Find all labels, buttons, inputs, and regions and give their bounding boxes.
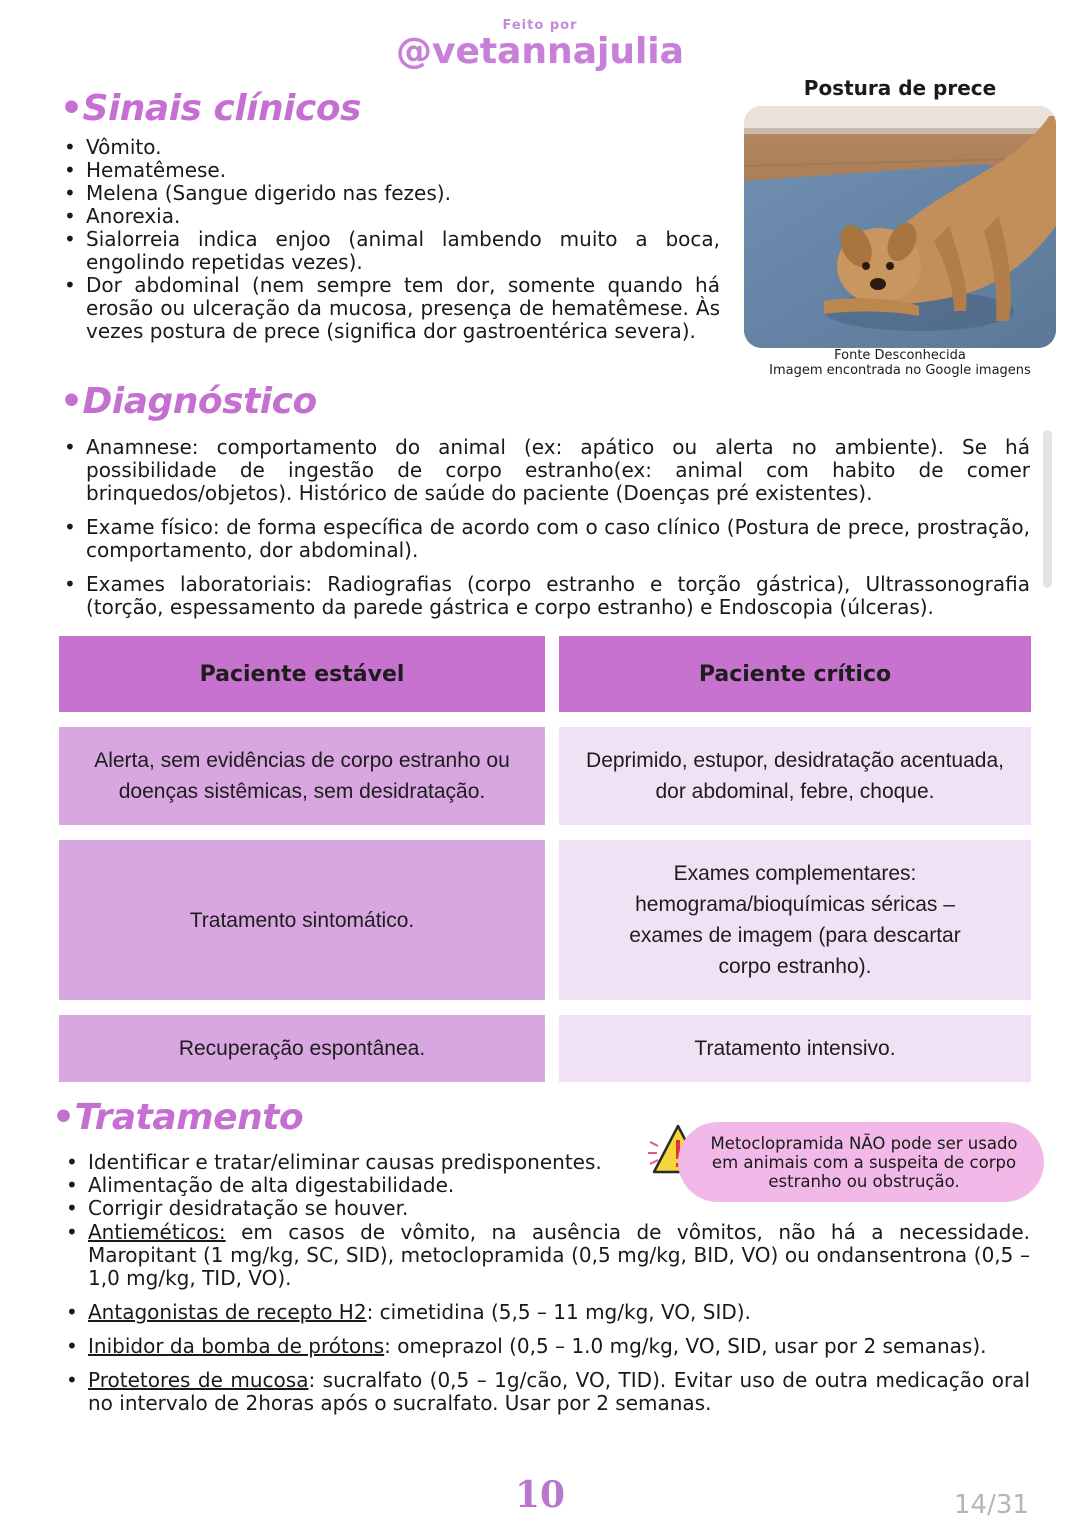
- drug-class-label: Antieméticos:: [88, 1220, 226, 1244]
- table-cell-critical: Exames complementares: hemograma/bioquímicas séricas – exames de imagem (para descartar corpo estranho).: [559, 840, 1031, 1000]
- page-header: [0, 18, 1080, 72]
- table-cell-stable: Tratamento sintomático.: [59, 840, 545, 1000]
- list-item: • Exame físico: de forma específica de acordo com o caso clínico (Postura de prece, prostração, comportamento, dor abdominal).: [60, 516, 1030, 562]
- drug-class-label: Inibidor da bomba de prótons: [88, 1334, 385, 1358]
- list-item: • Vômito.: [60, 136, 720, 159]
- list-item: • Exames laboratoriais: Radiografias (corpo estranho e torção gástrica), Ultrassonografia (torção, espessamento da parede gástrica e corpo estranho) e Endoscopia (úlceras).: [60, 573, 1030, 619]
- drug-class-text: : omeprazol (0,5 – 1.0 mg/kg, VO, SID, usar por 2 semanas).: [384, 1334, 987, 1358]
- scrollbar[interactable]: [1043, 430, 1052, 588]
- photo-caption: [744, 348, 1056, 378]
- page-count: 14/31: [954, 1490, 1029, 1518]
- drug-class-label: Antagonistas de recepto H2: [88, 1300, 367, 1324]
- list-item: [62, 1301, 1030, 1324]
- list-item: • Corrigir desidratação se houver.: [62, 1197, 662, 1220]
- drug-class-text: : sucralfato (0,5 – 1g/cão, VO, TID). Evitar uso de outra medicação oral no intervalo de 2horas após o sucralfato. Usar por 2 semanas.: [88, 1368, 1030, 1415]
- table-cell-critical: Deprimido, estupor, desidratação acentuada, dor abdominal, febre, choque.: [559, 727, 1031, 825]
- list-item: • Anorexia.: [60, 205, 720, 228]
- photo-source: Fonte Desconhecida: [834, 348, 966, 363]
- section-title-tratamento: •Tratamento: [52, 1097, 304, 1138]
- section-title-diagnostico: •Diagnóstico: [60, 381, 317, 422]
- metoclopramida-alert: Metoclopramida NÃO pode ser usado em animais com a suspeita de corpo estranho ou obstrução.: [678, 1122, 1044, 1202]
- list-item: • Alimentação de alta digestabilidade.: [62, 1174, 662, 1197]
- list-item: • Melena (Sangue digerido nas fezes).: [60, 182, 720, 205]
- list-item: [62, 1335, 1030, 1358]
- tratamento-drug-list: [62, 1221, 1030, 1426]
- list-item: • Hematêmese.: [60, 159, 720, 182]
- table-cell-critical: Tratamento intensivo.: [559, 1015, 1031, 1082]
- list-item: [62, 1221, 1030, 1290]
- drug-class-label: Protetores de mucosa: [88, 1368, 309, 1392]
- made-by-label: Feito por: [502, 18, 578, 33]
- sinais-list: [60, 136, 720, 343]
- table-header-stable: Paciente estável: [59, 636, 545, 712]
- table-cell-stable: Recuperação espontânea.: [59, 1015, 545, 1082]
- page-number: 10: [514, 1474, 566, 1516]
- list-item: • Identificar e tratar/eliminar causas predisponentes.: [62, 1151, 662, 1174]
- list-item: • Dor abdominal (nem sempre tem dor, somente quando há erosão ou ulceração da mucosa, presença de hematêmese. Às vezes postura de prece (significa dor gastroentérica severa).: [60, 274, 720, 343]
- author-handle: @vetannajulia: [396, 31, 684, 72]
- drug-class-text: : cimetidina (5,5 – 11 mg/kg, VO, SID).: [366, 1300, 751, 1324]
- photo-source-note: Imagem encontrada no Google imagens: [769, 363, 1031, 378]
- dog-prayer-pose-photo: [744, 106, 1056, 348]
- list-item: • Sialorreia indica enjoo (animal lambendo muito a boca, engolindo repetidas vezes).: [60, 228, 720, 274]
- photo-title: Postura de prece: [803, 76, 997, 100]
- list-item: • Anamnese: comportamento do animal (ex: apático ou alerta no ambiente). Se há possibilidade de ingestão de corpo estranho(ex: animal com habito de comer brinquedos/objetos). Histórico de saúde do paciente (Doenças pré existentes).: [60, 436, 1030, 505]
- drug-class-text: em casos de vômito, na ausência de vômitos, não há a necessidade. Maropitant (1 mg/kg, SC, SID), metoclopramida (0,5 mg/kg, BID, VO) ou ondansentrona (0,5 – 1,0 mg/kg, TID, VO).: [88, 1220, 1030, 1290]
- tratamento-simple-list: [62, 1151, 662, 1220]
- list-item: [62, 1369, 1030, 1415]
- table-cell-stable: Alerta, sem evidências de corpo estranho ou doenças sistêmicas, sem desidratação.: [59, 727, 545, 825]
- diagnostico-list: [60, 436, 1030, 630]
- table-header-critical: Paciente crítico: [559, 636, 1031, 712]
- section-title-sinais: •Sinais clínicos: [60, 88, 361, 129]
